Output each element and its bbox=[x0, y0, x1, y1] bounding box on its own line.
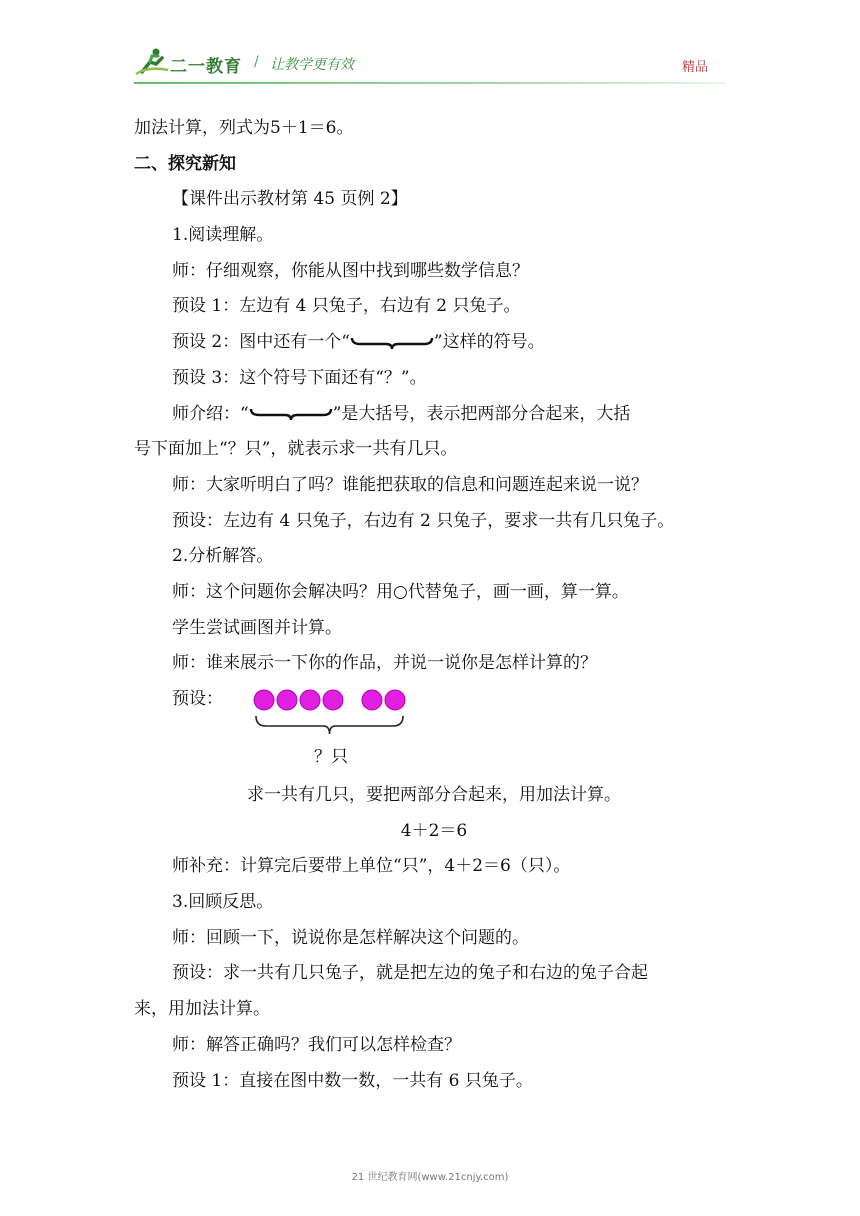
rabbit-circle bbox=[254, 690, 274, 710]
equation: 4＋2＝6 bbox=[400, 820, 468, 841]
rabbit-circle bbox=[362, 690, 382, 710]
rabbit-circle bbox=[323, 690, 343, 710]
document-body bbox=[134, 111, 734, 1099]
text-line: 3.回顾反思。 bbox=[172, 892, 274, 913]
rabbit-circle bbox=[300, 690, 320, 710]
text-segment: 师介绍：“ bbox=[172, 403, 249, 424]
header-separator: / bbox=[254, 54, 259, 70]
text-segment: 预设： bbox=[172, 689, 223, 709]
brace-icon bbox=[350, 336, 434, 350]
text-line: 预设 3：这个符号下面还有“？”。 bbox=[172, 367, 427, 388]
text-line bbox=[134, 325, 734, 361]
logo-runner-icon bbox=[134, 46, 170, 78]
header-slogan: 让教学更有效 bbox=[270, 57, 354, 73]
text-line: 求一共有几只，要把两部分合起来，用加法计算。 bbox=[247, 785, 621, 805]
header-divider bbox=[134, 82, 726, 84]
text-line bbox=[134, 397, 734, 433]
text-line: 1.阅读理解。 bbox=[172, 225, 274, 246]
quality-badge: 精品 bbox=[681, 60, 708, 75]
text-line: 学生尝试画图并计算。 bbox=[172, 617, 342, 638]
text-line: 师补充：计算完后要带上单位“只”，4＋2＝6（只）。 bbox=[172, 856, 571, 877]
text-segment: ”这样的符号。 bbox=[433, 332, 545, 353]
rabbit-circle bbox=[385, 690, 405, 710]
text-line: 师：大家听明白了吗？谁能把获取的信息和问题连起来说一说？ bbox=[172, 474, 648, 495]
question-label: ？只 bbox=[314, 747, 348, 767]
section-heading: 二、探究新知 bbox=[134, 153, 236, 174]
text-line: 师：谁来展示一下你的作品，并说一说你是怎样计算的？ bbox=[172, 653, 597, 674]
text-line: 师：回顾一下，说说你是怎样解决这个问题的。 bbox=[172, 927, 529, 948]
logo-text: 二一教育 bbox=[170, 57, 242, 77]
text-line: 号下面加上“？只”，就表示求一共有几只。 bbox=[134, 439, 458, 460]
text-line: 师：仔细观察，你能从图中找到哪些数学信息？ bbox=[172, 260, 529, 281]
text-line: 预设：求一共有几只兔子，就是把左边的兔子和右边的兔子合起 bbox=[172, 963, 648, 984]
circles-and-brace bbox=[252, 688, 552, 744]
text-line: 预设 1：左边有 4 只兔子，右边有 2 只兔子。 bbox=[172, 296, 521, 317]
brace-icon bbox=[256, 716, 403, 734]
text-line: 加法计算，列式为5＋1＝6。 bbox=[134, 118, 354, 138]
rabbit-diagram bbox=[134, 682, 734, 778]
page-footer: 21 世纪教育网(www.21cnjy.com) bbox=[351, 1172, 509, 1183]
brace-icon bbox=[249, 407, 333, 421]
page-header bbox=[134, 46, 726, 82]
text-line: 预设 1：直接在图中数一数，一共有 6 只兔子。 bbox=[172, 1070, 533, 1091]
text-line: 师：这个问题你会解决吗？用○代替兔子，画一画，算一算。 bbox=[172, 581, 629, 602]
text-line: 2.分析解答。 bbox=[172, 546, 274, 567]
text-line: 预设：左边有 4 只兔子，右边有 2 只兔子，要求一共有几只兔子。 bbox=[172, 510, 675, 531]
rabbit-circle bbox=[277, 690, 297, 710]
text-segment: 预设 2：图中还有一个“ bbox=[172, 332, 350, 353]
text-line: 来，用加法计算。 bbox=[134, 999, 270, 1020]
text-segment: ”是大括号，表示把两部分合起来，大括 bbox=[332, 403, 631, 424]
text-line: 师：解答正确吗？我们可以怎样检查？ bbox=[172, 1034, 461, 1055]
text-line: 【课件出示教材第 45 页例 2】 bbox=[172, 189, 408, 210]
